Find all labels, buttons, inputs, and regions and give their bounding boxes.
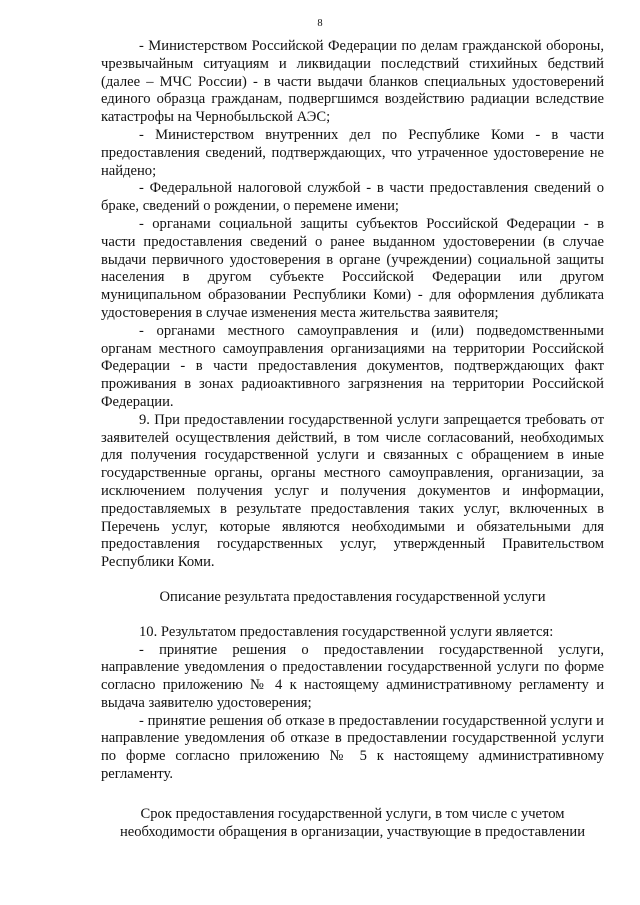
heading-term-line-1: Срок предоставления государственной услуги, в том числе с учетом: [140, 805, 565, 822]
paragraph-mchs: - Министерством Российской Федерации по делам гражданской обороны, чрезвычайным ситуациям и ликвидации последствий стихийных бедствий (далее – МЧС России) - в части выдачи бланков специальных удостоверений единого образца гражданам, подвергшимся воздействию радиации вследствие катастрофы на Чернобыльской АЭС;: [101, 38, 604, 126]
heading-result-description: Описание результата предоставления государственной услуги: [159, 588, 546, 605]
paragraph-10: 10. Результатом предоставления государственной услуги является:: [139, 623, 554, 640]
document-body: [101, 38, 604, 841]
paragraph-10-decision-grant: - принятие решения о предоставлении государственной услуги, направление уведомления о предоставлении государственной услуги по форме согласно приложению № 4 к настоящему административному регламенту и выдача заявителю удостоверения;: [101, 641, 604, 711]
heading-term-line-2: необходимости обращения в организации, участвующие в предоставлении: [119, 823, 586, 840]
paragraph-10-decision-refuse: - принятие решения об отказе в предоставлении государственной услуги и направление уведомления об отказе в предоставлении государственной услуги по форме согласно приложению № 5 к настоящему административному регламенту.: [101, 712, 604, 783]
paragraph-9: 9. При предоставлении государственной услуги запрещается требовать от заявителей осуществления действий, в том числе согласований, необходимых для получения государственной услуги и связанных с обращением в иные государственные органы, органы местного самоуправления, организации, за исключением получения услуг и получения документов и информации, предоставляемых в результате предоставления таких услуг, включенных в Перечень услуг, которые являются необходимыми и обязательными для предоставления государственных услуг, утвержденный Правительством Республики Коми.: [101, 411, 604, 571]
paragraph-mvd: - Министерством внутренних дел по Республике Коми - в части предоставления сведений, подтверждающих, что утраченное удостоверение не найдено;: [101, 126, 604, 179]
paragraph-local-government: - органами местного самоуправления и (или) подведомственными органам местного самоуправления организациями на территории Российской Федерации - в части предоставления документов, подтверждающих факт проживания в зонах радиоактивного загрязнения на территории Российской Федерации.: [101, 322, 604, 410]
paragraph-fns: - Федеральной налоговой службой - в части предоставления сведений о браке, сведений о рождении, о перемене имени;: [101, 180, 604, 215]
page-number: 8: [317, 18, 323, 29]
paragraph-social-protection: - органами социальной защиты субъектов Российской Федерации - в части предоставления сведений о ранее выданном удостоверении (в случае выдачи первичного удостоверения в органе (учреждении) социальной защиты населения в другом субъекте Российской Федерации или другом муниципальном образовании Республики Коми) - для оформления дубликата удостоверения в случае изменения места жительства заявителя;: [101, 215, 604, 321]
